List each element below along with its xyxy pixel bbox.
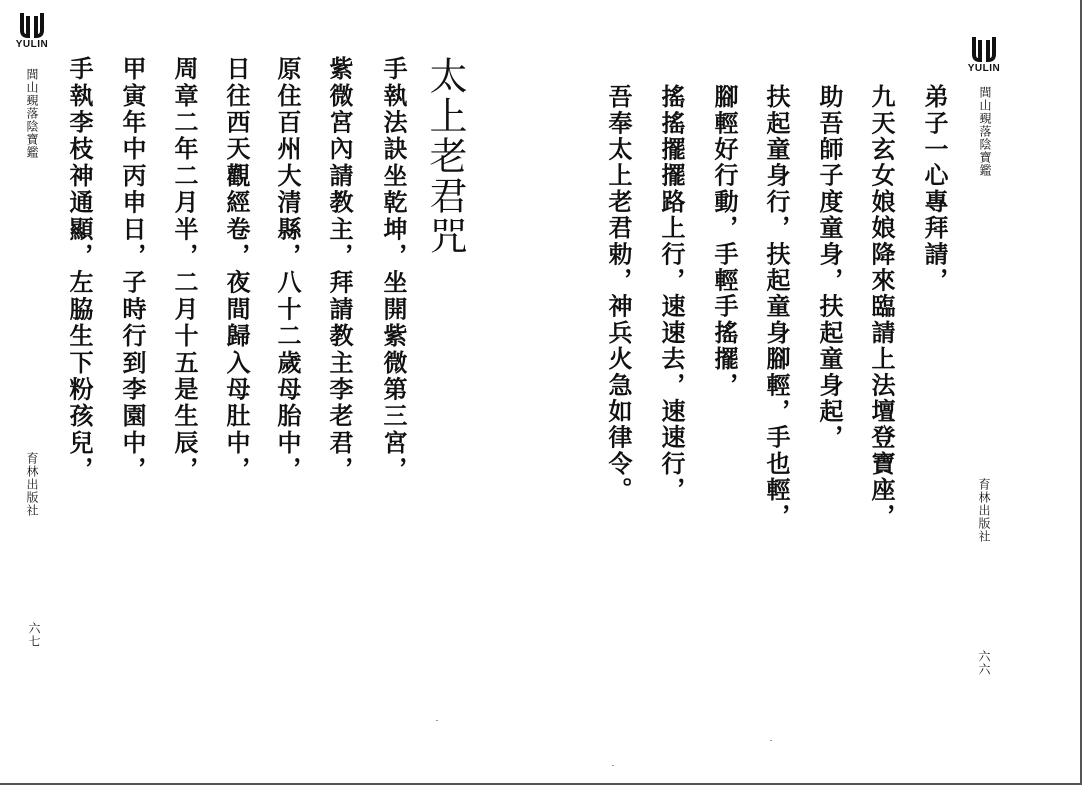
verse-line: 九天玄女娘娘降來臨請上法壇登寶座， bbox=[867, 84, 896, 530]
verse-line: 助吾師子度童身，扶起童身起， bbox=[815, 84, 844, 451]
verse-line: 周章二年二月半，二月十五是生辰， bbox=[170, 56, 199, 484]
publisher-name: 育林出版社 bbox=[977, 478, 991, 543]
section-title: 太上老君咒 bbox=[423, 56, 467, 256]
verse-line: 搖搖擺擺路上行，速速去，速速行， bbox=[657, 84, 686, 504]
verse-line: 手執法訣坐乾坤，坐開紫微第三宮， bbox=[379, 56, 408, 484]
verse-line: 日往西天觀經卷，夜間歸入母肚中， bbox=[222, 56, 251, 484]
logo-text: YULIN bbox=[15, 39, 49, 50]
page-number: 六七 bbox=[27, 622, 41, 648]
verse-line: 手執李枝神通顯，左脇生下粉孩兒， bbox=[65, 56, 94, 484]
verse-line: 紫微宮內請教主，拜請教主李老君， bbox=[325, 56, 354, 484]
logo-text: YULIN bbox=[967, 63, 1001, 74]
verse-line: 吾奉太上老君勅，神兵火急如律令。 bbox=[604, 84, 633, 504]
verse-line: 腳輕好行動，手輕手搖擺， bbox=[710, 84, 739, 399]
page-number: 六六 bbox=[977, 650, 991, 676]
scan-speck bbox=[436, 720, 438, 721]
scan-speck bbox=[612, 765, 614, 766]
running-title: 閭山覡落陰寶鑑 bbox=[25, 68, 39, 159]
publisher-logo bbox=[10, 10, 54, 50]
verse-line: 弟子一心專拜請， bbox=[920, 84, 949, 294]
running-title: 閭山覡落陰寶鑑 bbox=[978, 86, 992, 177]
scan-speck bbox=[770, 740, 772, 741]
publisher-name: 育林出版社 bbox=[25, 452, 39, 517]
publisher-logo bbox=[962, 34, 1006, 74]
yulin-logo-icon bbox=[17, 10, 47, 40]
verse-line: 扶起童身行，扶起童身腳輕，手也輕， bbox=[762, 84, 791, 530]
verse-line: 原住百州大清縣，八十二歲母胎中， bbox=[273, 56, 302, 484]
verse-line: 甲寅年中丙申日，子時行到李園中， bbox=[118, 56, 147, 484]
yulin-logo-icon bbox=[969, 34, 999, 64]
